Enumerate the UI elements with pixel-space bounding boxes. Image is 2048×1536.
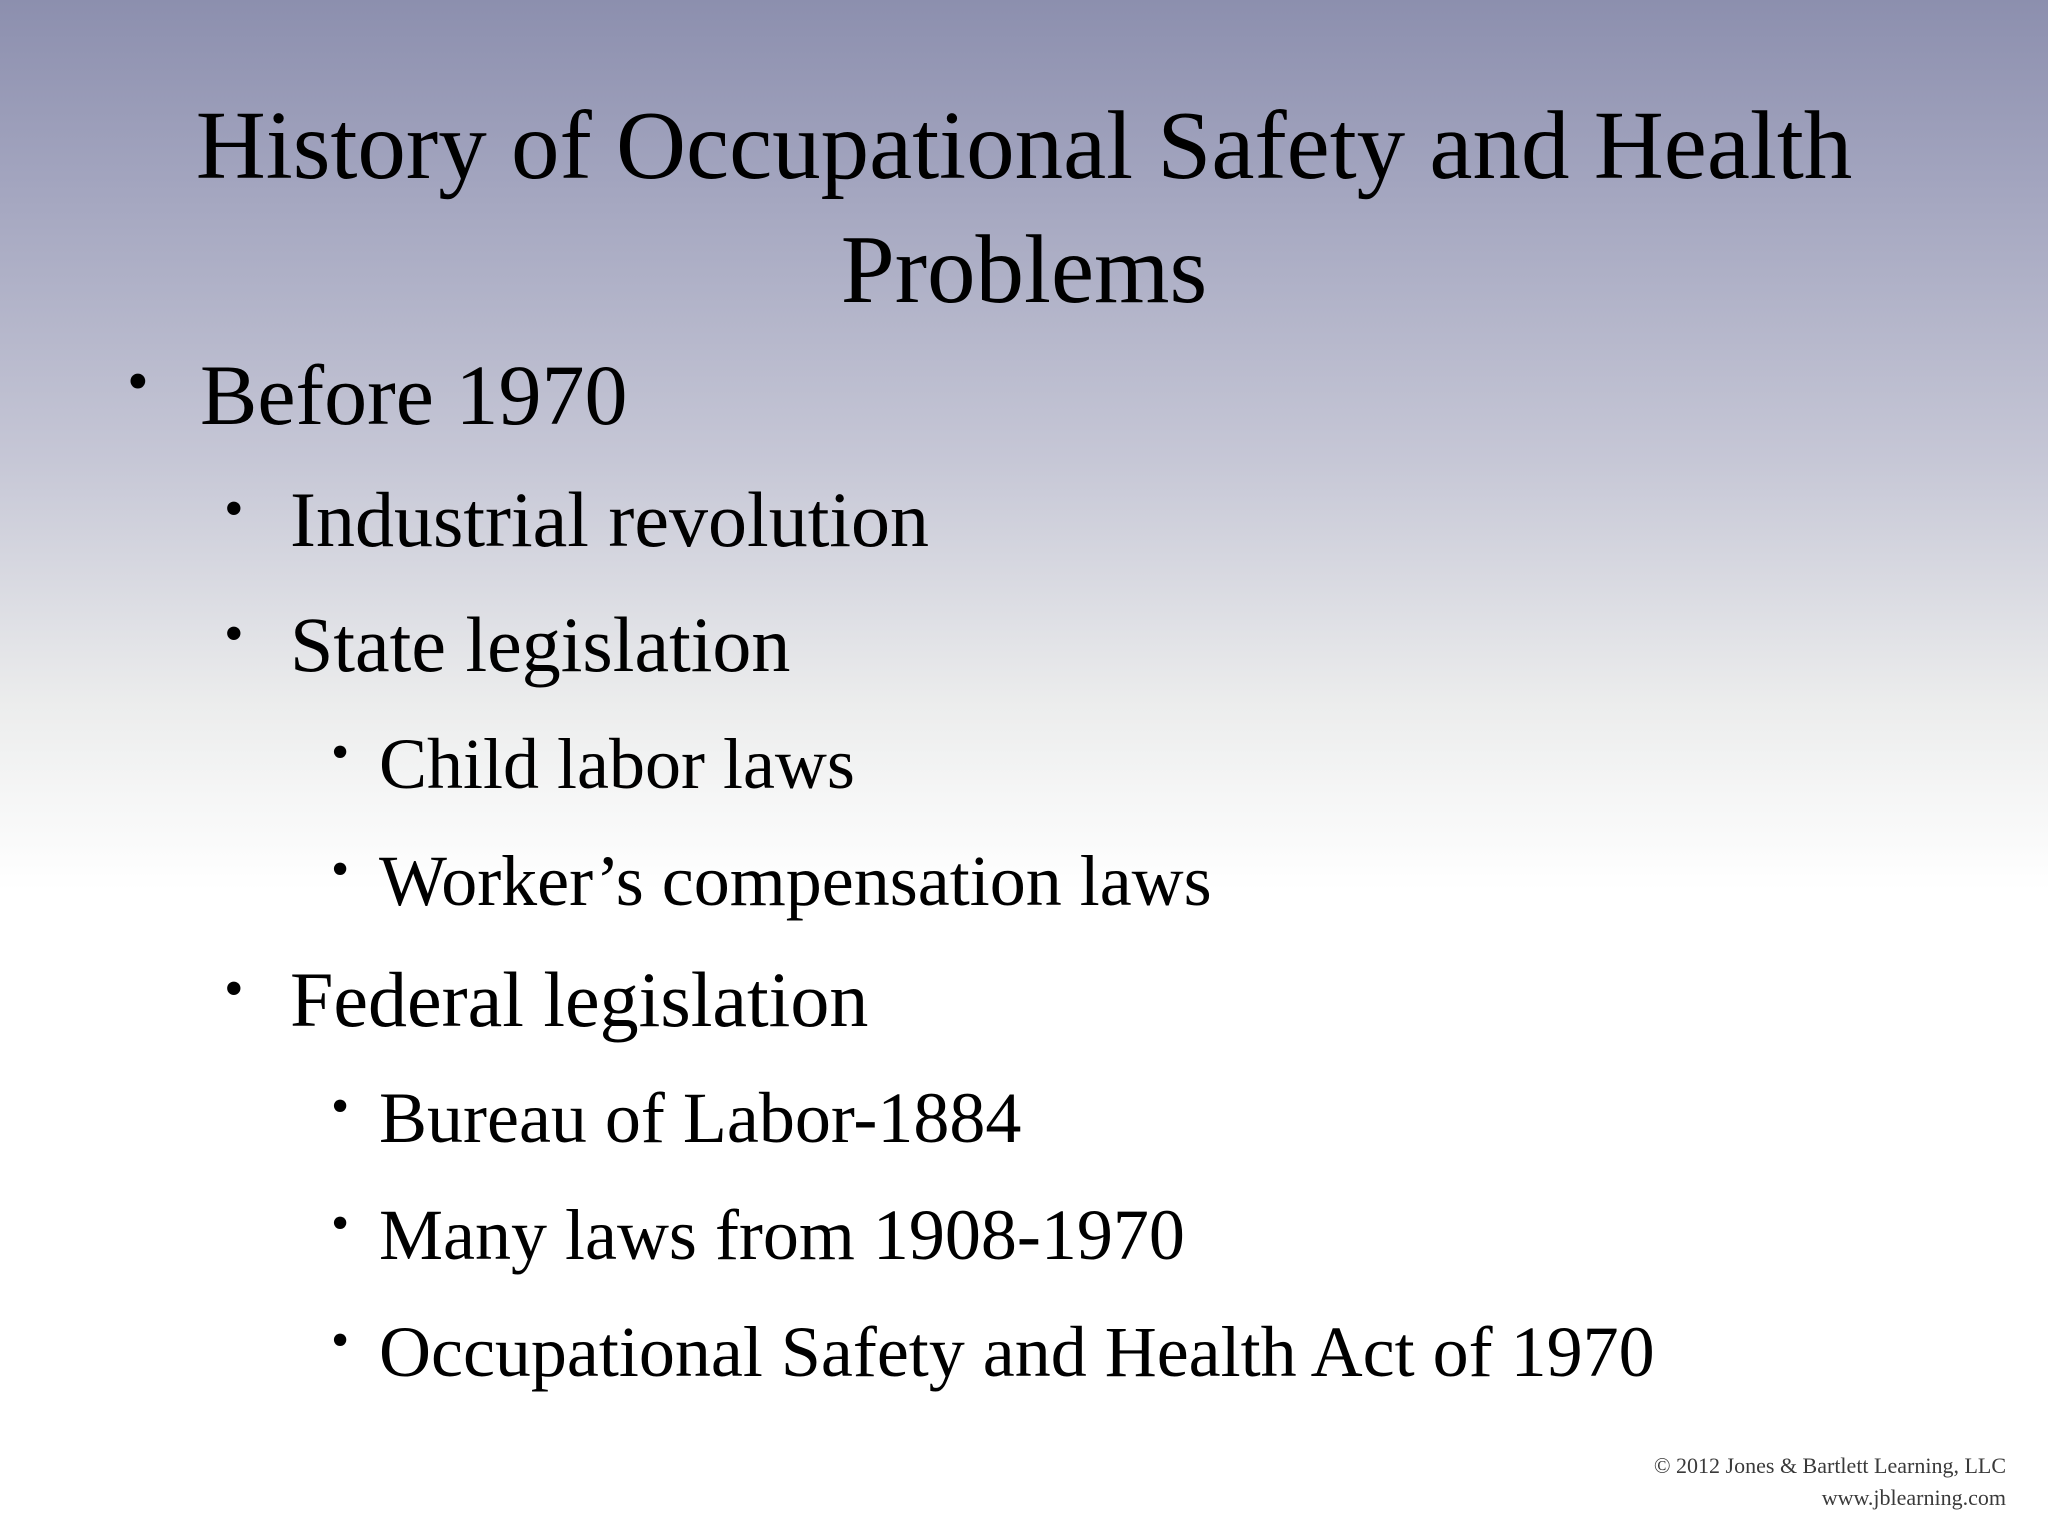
bullet-text: Many laws from 1908-1970 (379, 1195, 1185, 1275)
bullet-dot-icon: • (331, 1195, 350, 1252)
bullet-dot-icon: • (331, 724, 350, 781)
copyright-line: © 2012 Jones & Bartlett Learning, LLC (1653, 1453, 2006, 1478)
bullet-item (224, 600, 791, 690)
bullet-dot-icon: • (127, 348, 149, 416)
bullet-dot-icon: • (331, 1312, 350, 1369)
bullet-item (127, 345, 628, 445)
bullet-text: Bureau of Labor-1884 (379, 1078, 1022, 1158)
bullet-text: Federal legislation (290, 956, 869, 1043)
copyright-notice (1654, 1450, 2006, 1514)
bullet-item (331, 1194, 1185, 1277)
bullet-item (331, 1311, 1655, 1394)
bullet-item (331, 723, 855, 806)
bullet-item (224, 475, 930, 565)
publisher-url: www.jblearning.com (1821, 1485, 2006, 1510)
bullet-text: Before 1970 (200, 347, 628, 443)
bullet-text: Occupational Safety and Health Act of 1970 (379, 1312, 1655, 1392)
bullet-dot-icon: • (331, 841, 350, 898)
slide-title: History of Occupational Safety and Health Problems (195, 92, 1853, 323)
bullet-item (331, 840, 1212, 923)
bullet-dot-icon: • (224, 958, 244, 1020)
bullet-dot-icon: • (224, 603, 244, 665)
bullet-text: State legislation (290, 601, 791, 688)
bullet-text: Industrial revolution (290, 476, 930, 563)
bullet-item (224, 955, 869, 1045)
bullet-item (331, 1077, 1022, 1160)
bullet-dot-icon: • (331, 1078, 350, 1135)
bullet-text: Worker’s compensation laws (379, 841, 1212, 921)
bullet-text: Child labor laws (379, 724, 855, 804)
bullet-dot-icon: • (224, 478, 244, 540)
